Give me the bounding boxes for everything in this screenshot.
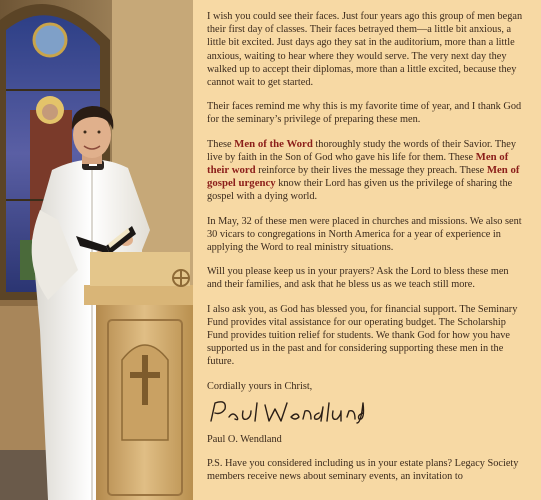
highlight-men-of-gospel-urgency: Men of gospel urgency [207,164,520,190]
paragraph-placements: In May, 32 of these men were placed in churches and missions. We also sent 30 vicars to congregations in North America for a year of experience in applying the Word to real ministry situations. [207,215,522,254]
handwritten-signature [207,397,523,427]
paragraph-intro: I wish you could see their faces. Just four years ago this group of men began their first day of classes. Their faces betrayed them—a little bit anxious, a little bit excited. Just days ago they sat in the auditorium, more than a little anxious, waiting to hear where they would serve. The very next day they walked up to accept their diplomas, more than a little excited, because they cannot wait to get started. [207,11,523,89]
highlight-men-of-their-word: Men of their word [207,150,509,177]
letter-body [193,0,541,500]
postscript: P.S. Have you considered including us in your estate plans? Legacy Society members receive news about seminary events, an invitation to [207,458,519,483]
paragraph-financial-support: I also ask you, as God has blessed you, for financial support. The Seminary Fund provides vital assistance for our operating budget. The Scholarship Fund provides tuition relief for students. We thank God for how you have supported us in the past and for considering supporting these men in the future. [207,303,518,368]
text-segment: thoroughly study the words of their Savior. They live by faith in the Son of God who gave his life for them. These [207,138,517,163]
signer-name: Paul O. Wendland [207,433,282,445]
paragraph-prayers: Will you please keep us in your prayers? Ask the Lord to bless these men and their families, and ask that he bless us as we teach still more. [207,266,509,291]
highlight-men-of-the-word: Men of the Word [234,137,313,150]
seminarian-photo [0,0,193,500]
paragraph-men-of-word [207,138,523,204]
closing-line: Cordially yours in Christ, [207,380,313,392]
text-segment: These [207,138,235,150]
text-segment: know their Lord has given us the privilege of sharing the gospel with a dying world. [207,178,513,203]
paragraph-favorite-time: Their faces remind me why this is my favorite time of year, and I thank God for the seminary’s privilege of preparing these men. [207,101,522,126]
text-segment: reinforce by their lives the message they preach. These [255,165,487,177]
